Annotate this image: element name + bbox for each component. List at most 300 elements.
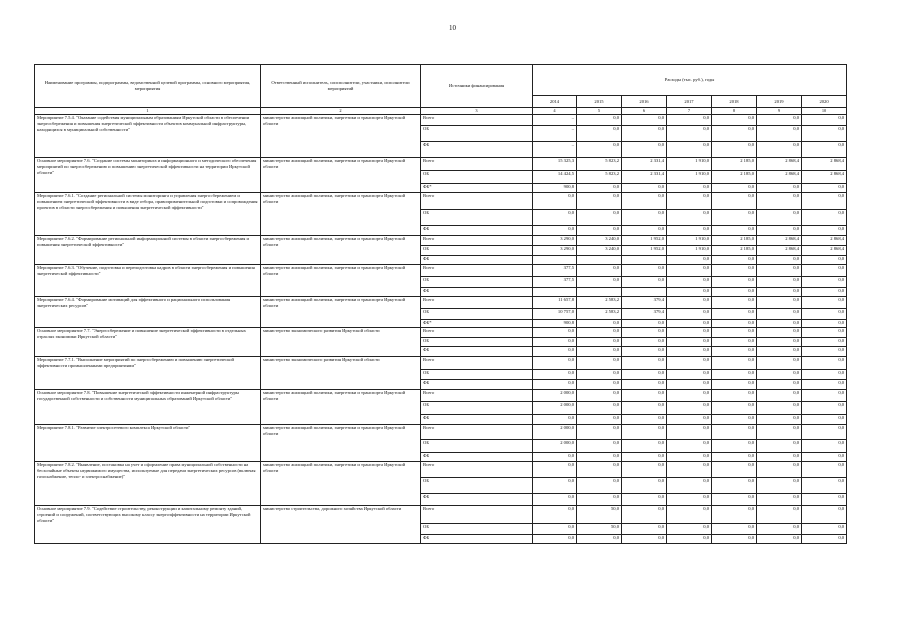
amount-cell: 2 000,0 xyxy=(533,425,577,440)
amount-cell: 0,0 xyxy=(712,184,757,193)
amount-cell: 0,0 xyxy=(577,126,622,142)
amount-cell: 3 240,0 xyxy=(577,246,622,256)
funding-source: ОБ xyxy=(421,126,533,142)
column-number: 7 xyxy=(667,108,712,115)
amount-cell: 0,0 xyxy=(757,193,802,210)
amount-cell: 0,0 xyxy=(757,277,802,288)
executor: министерство жилищной политики, энергетики и транспорта Иркутской области xyxy=(261,265,421,297)
amount-cell: 0,0 xyxy=(622,524,667,535)
amount-cell: 0,0 xyxy=(667,390,712,402)
amount-cell: 0,0 xyxy=(757,297,802,309)
amount-cell: 2 868,4 xyxy=(802,236,847,246)
amount-cell: 0,0 xyxy=(577,142,622,158)
amount-cell: 0,0 xyxy=(533,415,577,425)
amount-cell: 2 000,0 xyxy=(533,440,577,453)
amount-cell: 0,0 xyxy=(667,380,712,390)
amount-cell: 0,0 xyxy=(712,535,757,544)
executor: министерство жилищной политики, энергетики и транспорта Иркутской области xyxy=(261,425,421,462)
amount-cell: 0,0 xyxy=(757,390,802,402)
amount-cell: 0,0 xyxy=(622,193,667,210)
amount-cell: 1 910,0 xyxy=(667,246,712,256)
header-year: 2017 xyxy=(667,96,712,108)
funding-source: ФБ xyxy=(421,347,533,357)
amount-cell: 2 868,4 xyxy=(757,171,802,184)
amount-cell: 379,4 xyxy=(622,297,667,309)
amount-cell: 0,0 xyxy=(533,380,577,390)
column-number: 3 xyxy=(421,108,533,115)
amount-cell: 0,0 xyxy=(622,478,667,494)
amount-cell: 0,0 xyxy=(712,478,757,494)
table-row xyxy=(35,357,847,370)
funding-source: ОБ xyxy=(421,524,533,535)
amount-cell: 0,0 xyxy=(757,328,802,338)
amount-cell: 0,0 xyxy=(622,115,667,126)
amount-cell: 0,0 xyxy=(802,370,847,380)
amount-cell: 0,0 xyxy=(802,494,847,506)
column-number: 10 xyxy=(802,108,847,115)
budget-table xyxy=(34,64,847,544)
funding-source: ФБ xyxy=(421,453,533,462)
activity-name: Мероприятие 7.7.1. "Выполнение мероприятий по энергосбережению и повышению энергетической эффективности промышленными предприятиями" xyxy=(35,357,261,390)
amount-cell: 0,0 xyxy=(667,115,712,126)
amount-cell: 0,0 xyxy=(622,357,667,370)
table-row xyxy=(35,425,847,440)
activity-name: Мероприятие 7.5.4. "Оказание содействия муниципальным образованиям Иркутской области в обеспечении энергосбережения и повышения энергетической эффективности объектов коммунальной инфраструктуры, находящихся в муниципальной собственности" xyxy=(35,115,261,158)
amount-cell: 0,0 xyxy=(757,524,802,535)
amount-cell: 0,0 xyxy=(712,440,757,453)
amount-cell: 0,0 xyxy=(667,524,712,535)
amount-cell: 0,0 xyxy=(667,288,712,297)
amount-cell: 3 240,0 xyxy=(577,236,622,246)
funding-source: ФБ xyxy=(421,535,533,544)
executor: министерство жилищной политики, энергетики и транспорта Иркутской области xyxy=(261,158,421,193)
amount-cell: 0,0 xyxy=(622,415,667,425)
amount-cell: 0,0 xyxy=(577,402,622,415)
funding-source: ОБ xyxy=(421,370,533,380)
amount-cell: 0,0 xyxy=(577,478,622,494)
amount-cell: 900,8 xyxy=(533,184,577,193)
amount-cell: 0,0 xyxy=(533,347,577,357)
amount-cell: – xyxy=(533,142,577,158)
funding-source: Всего xyxy=(421,425,533,440)
amount-cell: 0,0 xyxy=(533,478,577,494)
amount-cell: 0,0 xyxy=(712,256,757,265)
amount-cell xyxy=(622,256,667,265)
table-row xyxy=(35,506,847,524)
header-source: Источники финансирования xyxy=(421,65,533,108)
amount-cell: 0,0 xyxy=(712,380,757,390)
funding-source: ОБ xyxy=(421,246,533,256)
activity-name: Основное мероприятие 7.8. "Повышение энергетической эффективности инженерной инфраструктуры государственной собственности и собственности муниципальных образований Иркутской области" xyxy=(35,390,261,425)
amount-cell: 0,0 xyxy=(712,297,757,309)
amount-cell: 0,0 xyxy=(577,390,622,402)
amount-cell: 0,0 xyxy=(712,338,757,347)
amount-cell: 0,0 xyxy=(757,115,802,126)
amount-cell: 0,0 xyxy=(622,535,667,544)
amount-cell: 0,0 xyxy=(622,402,667,415)
amount-cell: 0,0 xyxy=(757,415,802,425)
amount-cell: 0,0 xyxy=(533,328,577,338)
amount-cell: 0,0 xyxy=(622,210,667,226)
amount-cell: 0,0 xyxy=(533,506,577,524)
amount-cell: 0,0 xyxy=(667,478,712,494)
amount-cell: 0,0 xyxy=(667,494,712,506)
funding-source: Всего xyxy=(421,236,533,246)
amount-cell: 0,0 xyxy=(802,297,847,309)
amount-cell: 0,0 xyxy=(622,494,667,506)
amount-cell: 0,0 xyxy=(533,524,577,535)
column-number: 5 xyxy=(577,108,622,115)
amount-cell: 377,5 xyxy=(533,265,577,277)
amount-cell: 0,0 xyxy=(667,226,712,236)
table-row xyxy=(35,328,847,338)
amount-cell: 0,0 xyxy=(757,126,802,142)
amount-cell: 0,0 xyxy=(802,126,847,142)
funding-source: Всего xyxy=(421,193,533,210)
amount-cell: 3 290,0 xyxy=(533,246,577,256)
amount-cell: 0,0 xyxy=(757,380,802,390)
funding-source: Всего xyxy=(421,506,533,524)
header-year: 2014 xyxy=(533,96,577,108)
amount-cell: 0,0 xyxy=(712,210,757,226)
amount-cell: 0,0 xyxy=(802,506,847,524)
amount-cell: 0,0 xyxy=(757,506,802,524)
amount-cell: 0,0 xyxy=(622,440,667,453)
column-number: 2 xyxy=(261,108,421,115)
column-number: 4 xyxy=(533,108,577,115)
table-row xyxy=(35,462,847,478)
executor: министерство жилищной политики, энергетики и транспорта Иркутской области xyxy=(261,390,421,425)
amount-cell: 2 868,4 xyxy=(802,158,847,171)
amount-cell: 0,0 xyxy=(577,380,622,390)
amount-cell: 379,4 xyxy=(622,309,667,320)
amount-cell: 0,0 xyxy=(577,193,622,210)
amount-cell: 0,0 xyxy=(712,425,757,440)
amount-cell: 0,0 xyxy=(667,126,712,142)
amount-cell: 0,0 xyxy=(757,494,802,506)
funding-source: ФБ* xyxy=(421,320,533,328)
amount-cell: 0,0 xyxy=(712,506,757,524)
amount-cell: 0,0 xyxy=(802,380,847,390)
amount-cell: 0,0 xyxy=(533,357,577,370)
amount-cell: 0,0 xyxy=(533,453,577,462)
amount-cell: 2 868,4 xyxy=(802,171,847,184)
amount-cell: 0,0 xyxy=(802,415,847,425)
funding-source: ОБ xyxy=(421,440,533,453)
funding-source: ОБ xyxy=(421,277,533,288)
amount-cell: 0,0 xyxy=(757,453,802,462)
amount-cell: 2 185,0 xyxy=(712,236,757,246)
amount-cell: 0,0 xyxy=(802,328,847,338)
amount-cell: – xyxy=(533,115,577,126)
amount-cell: 0,0 xyxy=(757,142,802,158)
funding-source: Всего xyxy=(421,265,533,277)
activity-name: Мероприятие 7.6.2. "Формирование региональной информационной системы в области энергосбережения и повышения энергетической эффективности" xyxy=(35,236,261,265)
amount-cell: 2 868,4 xyxy=(757,236,802,246)
amount-cell: 0,0 xyxy=(802,535,847,544)
amount-cell: 0,0 xyxy=(622,265,667,277)
amount-cell: 1 910,0 xyxy=(667,236,712,246)
amount-cell: 0,0 xyxy=(712,357,757,370)
header-expenses: Расходы (тыс. руб.), годы xyxy=(533,65,847,96)
amount-cell: 1 910,0 xyxy=(667,171,712,184)
amount-cell: 0,0 xyxy=(802,115,847,126)
amount-cell: 0,0 xyxy=(577,357,622,370)
amount-cell: 0,0 xyxy=(757,184,802,193)
funding-source: ОБ xyxy=(421,210,533,226)
amount-cell: 0,0 xyxy=(533,226,577,236)
amount-cell: 0,0 xyxy=(577,462,622,478)
funding-source: ФБ xyxy=(421,288,533,297)
executor: министерство экономического развития Иркутской области xyxy=(261,357,421,390)
amount-cell: 0,0 xyxy=(802,142,847,158)
amount-cell: 0,0 xyxy=(802,462,847,478)
column-number: 9 xyxy=(757,108,802,115)
amount-cell: 2 185,0 xyxy=(712,171,757,184)
page-number: 10 xyxy=(449,24,456,32)
amount-cell: 5 823,2 xyxy=(577,158,622,171)
column-number: 6 xyxy=(622,108,667,115)
column-number: 1 xyxy=(35,108,261,115)
amount-cell: 0,0 xyxy=(622,425,667,440)
amount-cell: 0,0 xyxy=(712,347,757,357)
amount-cell: 0,0 xyxy=(802,277,847,288)
amount-cell: 0,0 xyxy=(622,453,667,462)
header-year: 2020 xyxy=(802,96,847,108)
header-year: 2016 xyxy=(622,96,667,108)
amount-cell: 0,0 xyxy=(802,210,847,226)
amount-cell: 0,0 xyxy=(577,320,622,328)
amount-cell: 0,0 xyxy=(757,309,802,320)
amount-cell: 0,0 xyxy=(667,297,712,309)
amount-cell: 0,0 xyxy=(533,535,577,544)
amount-cell: 0,0 xyxy=(577,535,622,544)
executor: министерство жилищной политики, энергетики и транспорта Иркутской области xyxy=(261,462,421,506)
amount-cell: 0,0 xyxy=(802,440,847,453)
amount-cell: 0,0 xyxy=(757,226,802,236)
amount-cell: 11 657,8 xyxy=(533,297,577,309)
amount-cell: 2 000,0 xyxy=(533,402,577,415)
amount-cell: 0,0 xyxy=(712,390,757,402)
executor: министерство жилищной политики, энергетики и транспорта Иркутской области xyxy=(261,297,421,328)
amount-cell: 0,0 xyxy=(802,256,847,265)
amount-cell: 0,0 xyxy=(667,309,712,320)
amount-cell: 0,0 xyxy=(667,453,712,462)
amount-cell: 0,0 xyxy=(757,462,802,478)
amount-cell: 0,0 xyxy=(577,440,622,453)
amount-cell: 0,0 xyxy=(622,338,667,347)
funding-source: Всего xyxy=(421,357,533,370)
amount-cell: 50,0 xyxy=(577,524,622,535)
amount-cell: 0,0 xyxy=(667,277,712,288)
activity-name: Основное мероприятие 7.6. "Создание системы мониторинга и информационного и методического обеспечения мероприятий по энергосбережению и повышению энергетической эффективности на территории Иркутской области" xyxy=(35,158,261,193)
amount-cell xyxy=(577,256,622,265)
amount-cell: 0,0 xyxy=(712,453,757,462)
amount-cell: 0,0 xyxy=(577,265,622,277)
funding-source: ФБ xyxy=(421,256,533,265)
amount-cell: 0,0 xyxy=(622,506,667,524)
amount-cell: 0,0 xyxy=(712,309,757,320)
header-name: Наименование программы, подпрограммы, ведомственной целевой программы, основного мероприятия, мероприятия xyxy=(35,65,261,108)
amount-cell: 0,0 xyxy=(802,478,847,494)
amount-cell xyxy=(622,288,667,297)
amount-cell: 0,0 xyxy=(533,462,577,478)
amount-cell: 0,0 xyxy=(802,425,847,440)
amount-cell: 0,0 xyxy=(757,265,802,277)
amount-cell: 0,0 xyxy=(712,142,757,158)
header-year: 2018 xyxy=(712,96,757,108)
amount-cell: 0,0 xyxy=(757,535,802,544)
amount-cell: 0,0 xyxy=(802,338,847,347)
amount-cell: 0,0 xyxy=(667,415,712,425)
amount-cell: 0,0 xyxy=(667,402,712,415)
amount-cell: 2 331,4 xyxy=(622,171,667,184)
amount-cell: 0,0 xyxy=(712,226,757,236)
amount-cell: 0,0 xyxy=(802,524,847,535)
amount-cell: 0,0 xyxy=(667,142,712,158)
amount-cell: 0,0 xyxy=(667,462,712,478)
funding-source: ОБ xyxy=(421,309,533,320)
amount-cell: 0,0 xyxy=(533,193,577,210)
funding-source: ФБ xyxy=(421,142,533,158)
amount-cell: 0,0 xyxy=(712,370,757,380)
table-row xyxy=(35,390,847,402)
amount-cell: 0,0 xyxy=(577,338,622,347)
amount-cell: 2 583,2 xyxy=(577,297,622,309)
amount-cell: 0,0 xyxy=(622,370,667,380)
amount-cell: 2 331,4 xyxy=(622,158,667,171)
funding-source: ФБ* xyxy=(421,184,533,193)
activity-name: Мероприятие 7.6.1. "Создание региональной системы мониторинга и управления энергосбережением и повышением энергетической эффективности в виде отбора, правоприменительной подготовки и сопровождения проектов в области энергосбережения и повышения энергетической эффективности" xyxy=(35,193,261,236)
amount-cell: 0,0 xyxy=(667,265,712,277)
amount-cell: 0,0 xyxy=(577,184,622,193)
amount-cell: 0,0 xyxy=(667,184,712,193)
amount-cell: 0,0 xyxy=(802,347,847,357)
amount-cell: 0,0 xyxy=(622,126,667,142)
amount-cell xyxy=(533,288,577,297)
amount-cell: 0,0 xyxy=(667,370,712,380)
activity-name: Мероприятие 7.8.2. "Выявление, постановка на учет и оформление права муниципальной собственности на бесхозяйные объекты недвижимого имущества, используемые для передачи энергетических ресурсов (включая газоснабжение, тепло- и электроснабжение)" xyxy=(35,462,261,506)
amount-cell: 0,0 xyxy=(712,193,757,210)
amount-cell: 0,0 xyxy=(533,338,577,347)
amount-cell: 0,0 xyxy=(577,277,622,288)
amount-cell: 0,0 xyxy=(712,402,757,415)
amount-cell: 0,0 xyxy=(622,226,667,236)
table-row xyxy=(35,158,847,171)
funding-source: Всего xyxy=(421,158,533,171)
amount-cell: 0,0 xyxy=(802,402,847,415)
amount-cell: 1 910,0 xyxy=(667,158,712,171)
amount-cell: 0,0 xyxy=(577,425,622,440)
amount-cell: 1 952,0 xyxy=(622,246,667,256)
executor: министерство жилищной политики, энергетики и транспорта Иркутской области xyxy=(261,193,421,236)
amount-cell: 0,0 xyxy=(757,478,802,494)
amount-cell: 0,0 xyxy=(667,535,712,544)
amount-cell: 2 868,4 xyxy=(757,246,802,256)
amount-cell: 0,0 xyxy=(622,390,667,402)
amount-cell: 0,0 xyxy=(757,320,802,328)
table-row xyxy=(35,297,847,309)
header-executor: Ответственный исполнитель, соисполнители, участники, исполнители мероприятий xyxy=(261,65,421,108)
amount-cell: 0,0 xyxy=(667,328,712,338)
funding-source: ФБ xyxy=(421,226,533,236)
amount-cell: 0,0 xyxy=(757,440,802,453)
amount-cell: 0,0 xyxy=(712,277,757,288)
amount-cell: 15 325,3 xyxy=(533,158,577,171)
amount-cell: 0,0 xyxy=(802,193,847,210)
header-year: 2019 xyxy=(757,96,802,108)
amount-cell: 0,0 xyxy=(533,370,577,380)
amount-cell: 0,0 xyxy=(577,415,622,425)
amount-cell xyxy=(577,288,622,297)
amount-cell: 0,0 xyxy=(757,210,802,226)
amount-cell: 0,0 xyxy=(577,453,622,462)
amount-cell: 2 185,0 xyxy=(712,246,757,256)
amount-cell: 50,0 xyxy=(577,506,622,524)
executor: министерство жилищной политики, энергетики и транспорта Иркутской области xyxy=(261,115,421,158)
amount-cell: 0,0 xyxy=(667,210,712,226)
amount-cell: 0,0 xyxy=(667,357,712,370)
amount-cell: 0,0 xyxy=(802,226,847,236)
amount-cell: 0,0 xyxy=(712,320,757,328)
amount-cell: 0,0 xyxy=(622,347,667,357)
activity-name: Основное мероприятие 7.9. "Содействие строительству, реконструкции и капитальному ремонту зданий, строений и сооружений, соответствующих высокому классу энергоэффективности на территории Иркутской области" xyxy=(35,506,261,544)
funding-source: Всего xyxy=(421,297,533,309)
funding-source: Всего xyxy=(421,462,533,478)
amount-cell: 10 757,0 xyxy=(533,309,577,320)
amount-cell: 2 868,4 xyxy=(802,246,847,256)
activity-name: Мероприятие 7.6.4. "Формирование мотиваций для эффективного и рационального использования энергетических ресурсов" xyxy=(35,297,261,328)
amount-cell: 0,0 xyxy=(577,347,622,357)
amount-cell: 0,0 xyxy=(667,425,712,440)
amount-cell: 0,0 xyxy=(712,126,757,142)
funding-source: Всего xyxy=(421,115,533,126)
amount-cell: 0,0 xyxy=(712,494,757,506)
amount-cell: 0,0 xyxy=(667,320,712,328)
table-row xyxy=(35,236,847,246)
amount-cell: 0,0 xyxy=(622,184,667,193)
amount-cell: 0,0 xyxy=(757,256,802,265)
amount-cell: 0,0 xyxy=(622,328,667,338)
amount-cell: 900,8 xyxy=(533,320,577,328)
amount-cell: 0,0 xyxy=(622,462,667,478)
amount-cell: 0,0 xyxy=(802,320,847,328)
table-row xyxy=(35,193,847,210)
funding-source: ФБ xyxy=(421,380,533,390)
funding-source: Всего xyxy=(421,390,533,402)
amount-cell: 1 952,0 xyxy=(622,236,667,246)
amount-cell: 0,0 xyxy=(802,453,847,462)
amount-cell: 0,0 xyxy=(667,338,712,347)
activity-name: Мероприятие 7.8.1. "Развитие электросетевого комплекса Иркутской области" xyxy=(35,425,261,462)
amount-cell: 2 583,2 xyxy=(577,309,622,320)
amount-cell: 0,0 xyxy=(577,328,622,338)
amount-cell: 14 424,5 xyxy=(533,171,577,184)
amount-cell: 0,0 xyxy=(622,277,667,288)
activity-name: Мероприятие 7.6.3. "Обучение, подготовка и переподготовка кадров в области энергосбережения и повышения энергетической эффективности" xyxy=(35,265,261,297)
amount-cell: 2 868,4 xyxy=(757,158,802,171)
amount-cell: 0,0 xyxy=(802,288,847,297)
amount-cell: 0,0 xyxy=(757,338,802,347)
amount-cell: 0,0 xyxy=(533,494,577,506)
amount-cell: 0,0 xyxy=(667,440,712,453)
executor: министерство строительства, дорожного хозяйства Иркутской области xyxy=(261,506,421,544)
amount-cell xyxy=(533,256,577,265)
amount-cell: 0,0 xyxy=(757,425,802,440)
amount-cell: 0,0 xyxy=(577,494,622,506)
column-number: 8 xyxy=(712,108,757,115)
funding-source: ФБ xyxy=(421,415,533,425)
